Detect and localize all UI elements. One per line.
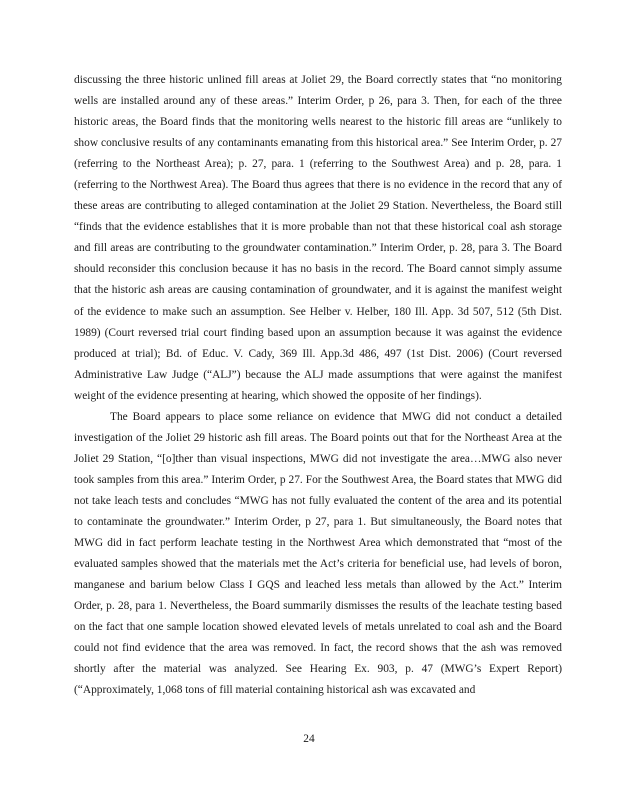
paragraph-1: discussing the three historic unlined fill areas at Joliet 29, the Board correctly states that “no monitoring wells are installed around any of these areas.” Interim Order, p 26, para 3. Then, for each of the three historic areas, the Board finds that the monitoring wells nearest to the historic fill areas are “unlikely to show conclusive results of any contaminants emanating from this historical area.” See Interim Order, p. 27 (referring to the Northeast Area); p. 27, para. 1 (referring to the Southwest Area) and p. 28, para. 1 (referring to the Northwest Area). The Board thus agrees that there is no evidence in the record that any of these areas are contributing to alleged contamination at the Joliet 29 Station. Nevertheless, the Board still “finds that the evidence establishes that it is more probable than not that these historical coal ash storage and fill areas are contributing to the groundwater contamination.” Interim Order, p. 28, para 3. The Board should reconsider this conclusion because it has no basis in the record. The Board cannot simply assume that the historic ash areas are causing contamination of groundwater, and it is against the manifest weight of the evidence to make such an assumption. See Helber v. Helber, 180 Ill. App. 3d 507, 512 (5th Dist. 1989) (Court reversed trial court finding based upon an assumption because it was against the evidence produced at trial); Bd. of Educ. V. Cady, 369 Ill. App.3d 486, 497 (1st Dist. 2006) (Court reversed Administrative Law Judge (“ALJ”) because the ALJ made assumptions that were against the manifest weight of the evidence presenting at hearing, which showed the opposite of her findings). — [74, 74, 562, 402]
body-text — [74, 70, 562, 701]
page-number: 24 — [303, 733, 315, 745]
paragraph-2: The Board appears to place some reliance on evidence that MWG did not conduct a detailed investigation of the Joliet 29 historic ash fill areas. The Board points out that for the Northeast Area at the Joliet 29 Station, “[o]ther than visual inspections, MWG did not investigate the area…MWG also never took samples from this area.” Interim Order, p 27. For the Southwest Area, the Board states that MWG did not take leach tests and concludes “MWG has not fully evaluated the content of the area and its potential to contaminate the groundwater.” Interim Order, p 27, para 1. But simultaneously, the Board notes that MWG did in fact perform leachate testing in the Northwest Area which demonstrated that “most of the evaluated samples showed that the materials met the Act’s criteria for beneficial use, had levels of boron, manganese and barium below Class I GQS and leached less metals than allowed by the Act.” Interim Order, p. 28, para 1. Nevertheless, the Board summarily dismisses the results of the leachate testing based on the fact that one sample location showed elevated levels of metals unrelated to coal ash and the Board could not find evidence that the area was removed. In fact, the record shows that the ash was removed shortly after the material was analyzed. See Hearing Ex. 903, p. 47 (MWG’s Expert Report) (“Approximately, 1,068 tons of fill material containing historical ash was excavated and — [74, 410, 562, 697]
